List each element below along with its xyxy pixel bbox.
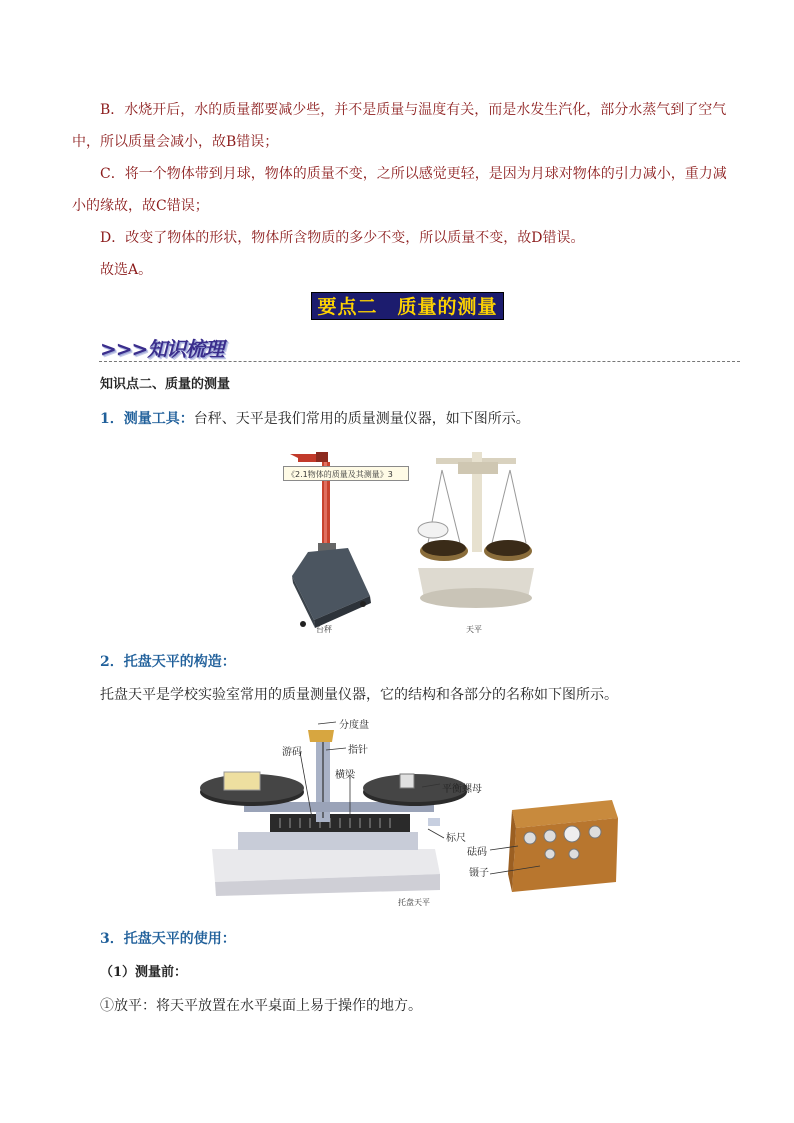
- label-tweezers: 镊子: [469, 868, 489, 879]
- item1-label: 1．测量工具：: [100, 411, 194, 427]
- paragraph-b-line2: 中，所以质量会减小，故B错误；: [72, 134, 279, 150]
- caption-tray-balance: 托盘天平: [398, 898, 430, 907]
- item3-heading: [100, 928, 236, 950]
- sub1-heading: （1）测量前：: [100, 965, 188, 980]
- label-scale-plate: 分度盘: [339, 720, 369, 731]
- pan-balance-illustration: [418, 452, 534, 608]
- figure-tooltip: 《2.1物体的质量及其测量》3: [283, 466, 409, 481]
- item1-text: 台秤、天平是我们常用的质量测量仪器，如下图所示。: [193, 411, 530, 427]
- caption-platform-scale: 台秤: [316, 625, 332, 634]
- paragraph-d: D．改变了物体的形状，物体所含物质的多少不变，所以质量不变，故D错误。: [100, 230, 585, 246]
- tray-balance-illustration: [200, 730, 467, 896]
- item2-label: 2．托盘天平的构造：: [100, 654, 236, 670]
- item3-label: 3．托盘天平的使用：: [100, 931, 236, 947]
- label-beam: 横梁: [335, 770, 355, 781]
- answer-line: 故选A。: [100, 262, 153, 278]
- knowledge-title: 知识点二、质量的测量: [100, 377, 231, 392]
- caption-balance: 天平: [466, 625, 482, 634]
- item1-line: [100, 408, 530, 430]
- label-weights: 砝码: [467, 847, 487, 858]
- dashed-divider: [99, 361, 740, 362]
- paragraph-c-line2: 小的缘故，故C错误；: [72, 198, 209, 214]
- weights-box-illustration: [508, 800, 618, 892]
- step1-text: ①放平：将天平放置在水平桌面上易于操作的地方。: [100, 998, 422, 1014]
- label-balancing-nut: 平衡螺母: [442, 784, 482, 795]
- figure-tray-balance: [200, 714, 625, 912]
- label-ruler: 标尺: [446, 833, 466, 844]
- paragraph-c-line1: C．将一个物体带到月球，物体的质量不变，之所以感觉更轻，是因为月球对物体的引力减小，重力减: [100, 166, 727, 182]
- paragraph-b-line1: B．水烧开后，水的质量都要减少些，并不是质量与温度有关，而是水发生汽化，部分水蒸气到了空气: [100, 102, 727, 118]
- knowledge-summary-wordart: >>>知识梳理: [100, 337, 224, 361]
- item2-heading: [100, 651, 236, 673]
- section-banner: 要点二 质量的测量: [311, 292, 504, 320]
- item2-text: 托盘天平是学校实验室常用的质量测量仪器，它的结构和各部分的名称如下图所示。: [100, 687, 618, 703]
- label-rider: 游码: [282, 747, 302, 758]
- label-pointer: 指针: [348, 745, 368, 756]
